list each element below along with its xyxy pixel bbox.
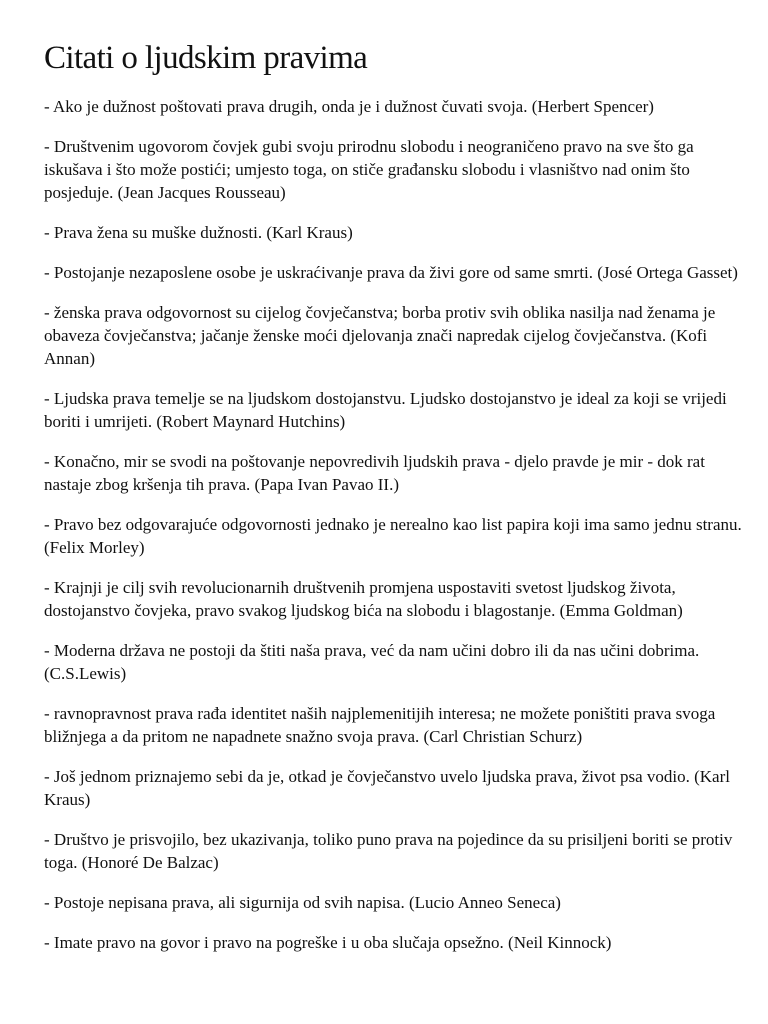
document-page xyxy=(44,38,744,971)
quote-item: - ženska prava odgovornost su cijelog čovječanstva; borba protiv svih oblika nasilja nad ženama je obaveza čovječanstva; jačanje ženske moći djelovanja znači napredak cijelog čovječanstva. (Kofi Annan) xyxy=(44,303,716,368)
quote-item: - Imate pravo na govor i pravo na pogreške i u oba slučaja opsežno. (Neil Kinnock) xyxy=(44,933,612,952)
quote-item: - Krajnji je cilj svih revolucionarnih društvenih promjena uspostaviti svetost ljudskog života, dostojanstvo čovjeka, pravo svakog ljudskog bića na slobodu i blagostanje. (Emma Goldman) xyxy=(44,578,683,620)
quote-item: - Postoje nepisana prava, ali sigurnija od svih napisa. (Lucio Anneo Seneca) xyxy=(44,893,561,912)
page-title: Citati o ljudskim pravima xyxy=(44,40,368,76)
quote-item: - Još jednom priznajemo sebi da je, otkad je čovječanstvo uvelo ljudska prava, život psa vodio. (Karl Kraus) xyxy=(44,767,730,809)
quote-item: - ravnopravnost prava rađa identitet naših najplemenitijih interesa; ne možete poništiti prava svoga bližnjega a da pritom ne napadnete snažno svoja prava. (Carl Christian Schurz) xyxy=(44,704,716,746)
quote-item: - Moderna država ne postoji da štiti naša prava, već da nam učini dobro ili da nas učini dobrima. (C.S.Lewis) xyxy=(44,641,700,683)
quote-item: - Društvo je prisvojilo, bez ukazivanja, toliko puno prava na pojedince da su prisiljeni boriti se protiv toga. (Honoré De Balzac) xyxy=(44,830,733,872)
quote-item: - Prava žena su muške dužnosti. (Karl Kraus) xyxy=(44,223,353,242)
quote-item: - Ako je dužnost poštovati prava drugih, onda je i dužnost čuvati svoja. (Herbert Spencer) xyxy=(44,97,654,116)
quote-item: - Društvenim ugovorom čovjek gubi svoju prirodnu slobodu i neograničeno pravo na sve što ga iskušava i što može postići; umjesto toga, on stiče građansku slobodu i vlasništvo nad onim što posjeduje. (Jean Jacques Rousseau) xyxy=(44,137,694,202)
quote-item: - Konačno, mir se svodi na poštovanje nepovredivih ljudskih prava - djelo pravde je mir - dok rat nastaje zbog kršenja tih prava. (Papa Ivan Pavao II.) xyxy=(44,452,705,494)
quote-item: - Postojanje nezaposlene osobe je uskraćivanje prava da živi gore od same smrti. (José Ortega Gasset) xyxy=(44,263,738,282)
quote-item: - Pravo bez odgovarajuće odgovornosti jednako je nerealno kao list papira koji ima samo jednu stranu. (Felix Morley) xyxy=(44,515,742,557)
quote-list xyxy=(44,95,744,954)
quote-item: - Ljudska prava temelje se na ljudskom dostojanstvu. Ljudsko dostojanstvo je ideal za koji se vrijedi boriti i umrijeti. (Robert Maynard Hutchins) xyxy=(44,389,727,431)
